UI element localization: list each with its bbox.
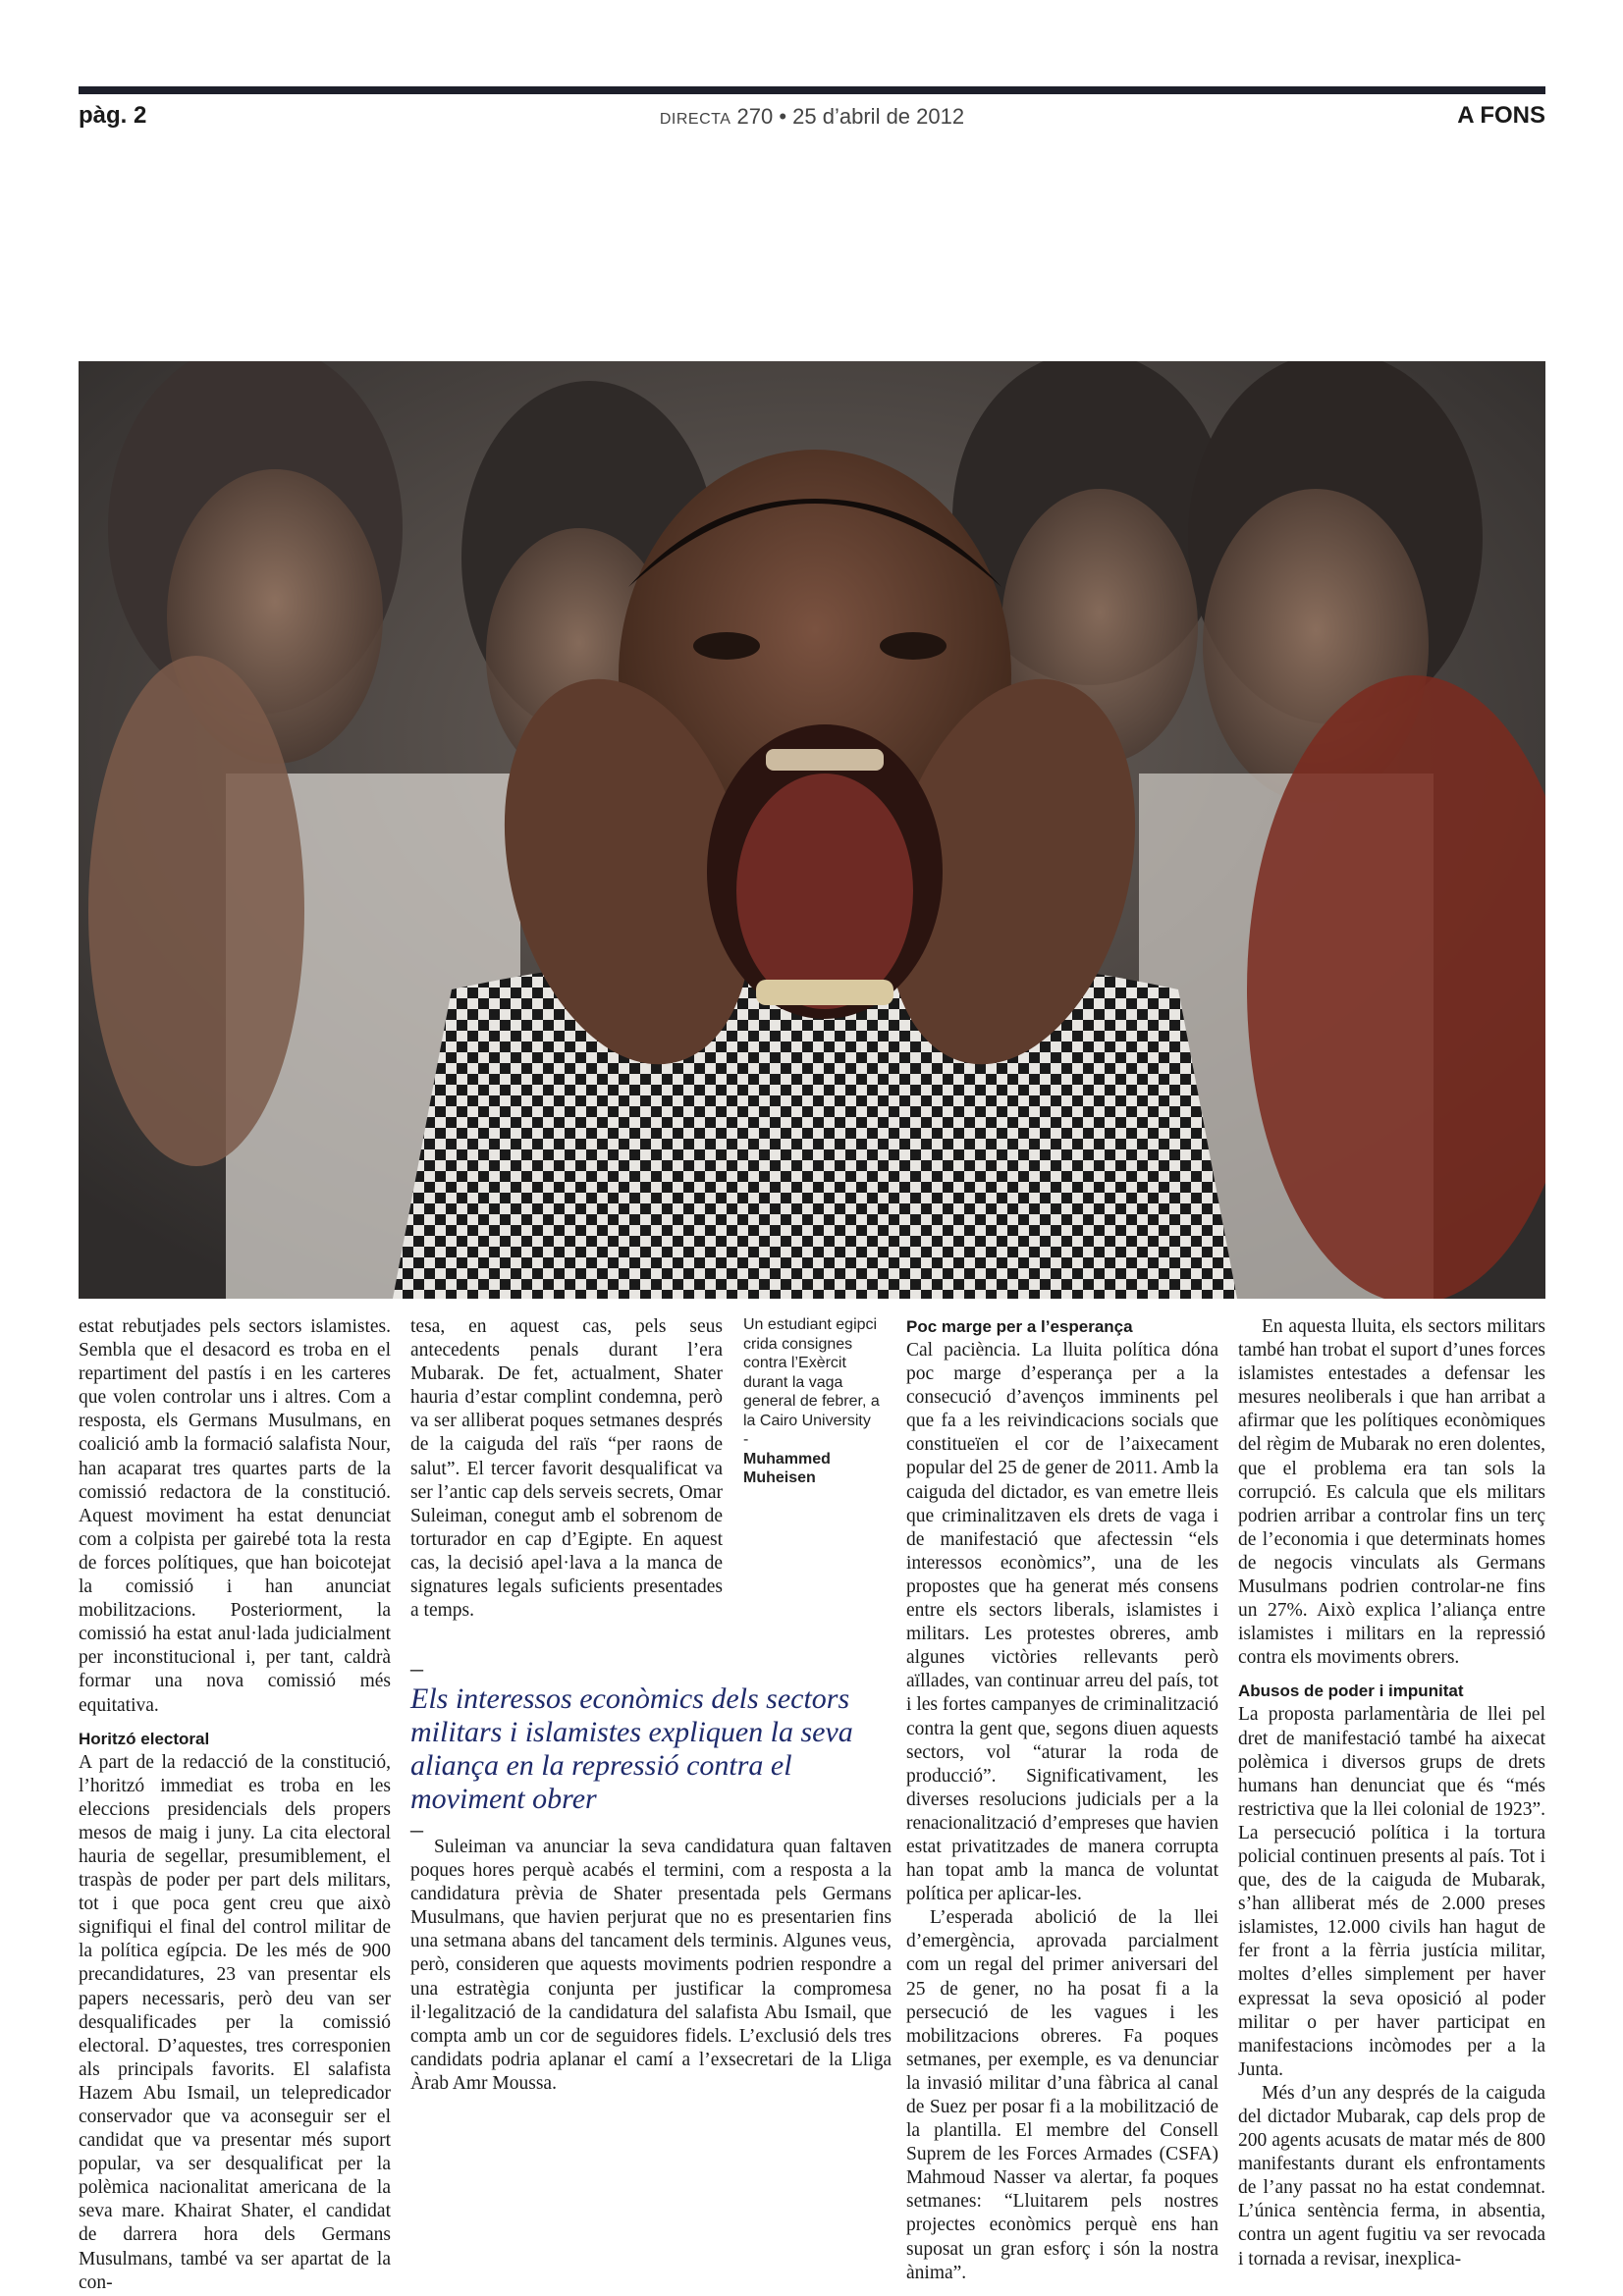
col2b-paragraph-1: Suleiman va anunciar la seva candidatura quan faltaven poques hores perquè acabés el termini, com a resposta a la candidatura prèvia de Shater presentada pels Germans Musulmans, que havien perjurat que no es presentarien fins una setmana abans del tancament dels terminis. Algunes veus, però, consideren que aquests moviments podrien respondre a una estratègia conjunta per justificar la compromesa il·legalització de la candidatura del salafista Abu Ismail, que compta amb un cor de seguidores fidels. L’exclusió dels tres candidats podria aplanar el camí a l’exsecretari de la Lliga Àrab Amr Moussa. xyxy=(410,1837,892,2094)
subheading-poc-marge: Poc marge per a l’esperança xyxy=(906,1317,1133,1336)
subheading-abusos: Abusos de poder i impunitat xyxy=(1238,1682,1464,1701)
publication-name: DIRECTA xyxy=(659,111,731,128)
pull-quote-dash-bottom: – xyxy=(410,1815,423,1843)
col4-paragraph-1: Cal paciència. La lluita política dóna poc marge d’esperança per a la consecució d’avenços imminents pel que fa a les reivindicacions socials que constitueïen el cor de l’aixecament popular del 25 de gener de 2011. Amb la caiguda del dictador, es van emetre lleis que criminalitzaven els drets de vaga i de manifestació que afectessin “els interessos econòmics”, una de les propostes que ha generat més consens entre els sectors liberals, islamistes i militars. Les protestes obreres, amb algunes victòries rellevants però aïllades, van continuar arreu del país, tot i les fortes campanyes de criminalització contra la gent que, segons diuen aquests sectors, vol “aturar la roda de producció”. Significativament, les diverses resolucions judicials per a la renacionalització d’empreses que havien estat privatitzades de manera corrupta han topat amb la manca de voluntat política per aplicar-les. xyxy=(906,1340,1218,1905)
photo-credit: Muhammed Muheisen xyxy=(743,1450,831,1486)
col1-paragraph-2: A part de la redacció de la constitució, l’horitzó immediat es troba en les eleccions presidencials dels propers mesos de maig i juny. La cita electoral hauria de segellar, presumiblement, el traspàs de poder per part dels militars, tot i que poca gent creu que això signifiqui el final del control militar de la política egípcia. De les més de 900 precandidatures, 23 van presentar els papers necessaris, però deu van ser desqualificades per la comissió electoral. D’aquestes, tres corresponien als principals favorits. El salafista Hazem Abu Ismail, un telepredicador conservador que va aconseguir ser el candidat que va presentar més suport popular, va ser desqualificat per la polèmica nacionalitat americana de la seva mare. Khairat Shater, el candidat de darrera hora dels Germans Musulmans, també va ser apartat de la con- xyxy=(79,1751,391,2293)
caption-text: Un estudiant egipci crida consignes contra l’Exèrcit durant la vaga general de febrer, a la Cairo University xyxy=(743,1316,880,1429)
pull-quote xyxy=(410,1654,892,1843)
page-header xyxy=(79,102,1545,137)
protest-photo-illustration xyxy=(79,361,1545,1299)
section-label: A FONS xyxy=(1457,102,1545,129)
col5-paragraph-1: En aquesta lluita, els sectors militars també han trobat el suport d’unes forces islamistes entestades a defensar les mesures neoliberals i que han arribat a afirmar que les polítiques econòmiques del règim de Mubarak no eren dolentes, que el problema era tan sols la corrupció. Es calcula que els militars podrien arribar a controlar fins un terç de l’economia i que determinats homes de negocis vinculats als Germans Musulmans podrien controlar-ne fins un 27%. Això explica l’aliança entre islamistes i militars en la repressió contra els moviments obrers. xyxy=(1238,1316,1545,1669)
column-5 xyxy=(1238,1315,1545,2271)
issue-date: 270 • 25 d’abril de 2012 xyxy=(736,104,965,129)
col5-paragraph-2: La proposta parlamentària de llei pel dret de manifestació també ha aixecat polèmica i diversos grups de drets humans han denunciat que és “més restrictiva que la llei colonial de 1923”. La persecució política i la tortura policial continuen presents al país. Tot i que, des de la caiguda de Mubarak, s’han alliberat més de 2.000 preses islamistes, 12.000 civils han hagut de fer front a la fèrria justícia militar, moltes d’elles simplement per haver expressat la seva oposició al poder militar o per haver participat en manifestacions incòmodes per a la Junta. xyxy=(1238,1704,1545,2080)
issue-info xyxy=(79,104,1545,130)
col1-paragraph-1: estat rebutjades pels sectors islamistes. Sembla que el desacord es troba en el repartiment del pastís i en les carteres que volen controlar uns i altres. Com a resposta, els Germans Musulmans, en coalició amb la formació salafista Nour, han acaparat tres quartes parts de la comissió redactora de la constitució. Aquest moviment ha estat denunciat com a colpista per gairebé tota la resta de forces polítiques, que han boicotejat la comissió i han anunciat mobilitzacions. Posteriorment, la comissió ha estat anul·lada judicialment per inconstitucional i, per tant, caldrà formar una nova comissió més equitativa. xyxy=(79,1316,391,1716)
caption-separator: - xyxy=(743,1431,749,1448)
col4-paragraph-2: L’esperada abolició de la llei d’emergència, aprovada parcialment com un regal del primer aniversari del 25 de gener, no ha posat fi a la persecució de les vagues i les mobilitzacions obreres. Fa poques setmanes, per exemple, es va denunciar la invasió militar d’una fàbrica al canal de Suez per posar fi a la mobilització de la plantilla. El membre del Consell Suprem de les Forces Armades (CSFA) Mahmoud Nasser va alertar, fa poques setmanes: “Lluitarem pels nostres projectes econòmics perquè ens han suposat un gran esforç i són la nostra ànima”. xyxy=(906,1907,1218,2283)
page-number: pàg. 2 xyxy=(79,102,147,129)
pull-quote-text: Els interessos econòmics dels sectors militars i islamistes expliquen la seva aliança en la repressió contra el moviment obrer xyxy=(410,1682,853,1815)
subheading-horitzo-electoral: Horitzó electoral xyxy=(79,1729,210,1748)
pull-quote-dash-top: – xyxy=(410,1654,423,1682)
lead-photo xyxy=(79,361,1545,1299)
column-4 xyxy=(906,1315,1218,2285)
column-2 xyxy=(410,1315,723,1623)
column-1 xyxy=(79,1315,391,2295)
col5-paragraph-3: Més d’un any després de la caiguda del dictador Mubarak, cap dels prop de 200 agents acusats de matar més de 800 manifestants durant els enfrontaments de l’any passat no ha estat condemnat. L’única sentència ferma, in absentia, contra un agent fugitiu va ser revocada i tornada a revisar, inexplica- xyxy=(1238,2082,1545,2269)
column-2-lower xyxy=(410,1836,892,2096)
header-rule xyxy=(79,86,1545,94)
photo-caption xyxy=(743,1315,891,1488)
col2-paragraph-1: tesa, en aquest cas, pels seus antecedents penals durant l’era Mubarak. De fet, actualment, Shater hauria d’estar complint condemna, però va ser alliberat poques setmanes després de la caiguda del raïs “per raons de salut”. El tercer favorit desqualificat va ser l’antic cap dels serveis secrets, Omar Suleiman, conegut amb el sobrenom de torturador en cap d’Egipte. En aquest cas, la decisió apel·lava a la manca de signatures legals suficients presentades a temps. xyxy=(410,1316,723,1622)
